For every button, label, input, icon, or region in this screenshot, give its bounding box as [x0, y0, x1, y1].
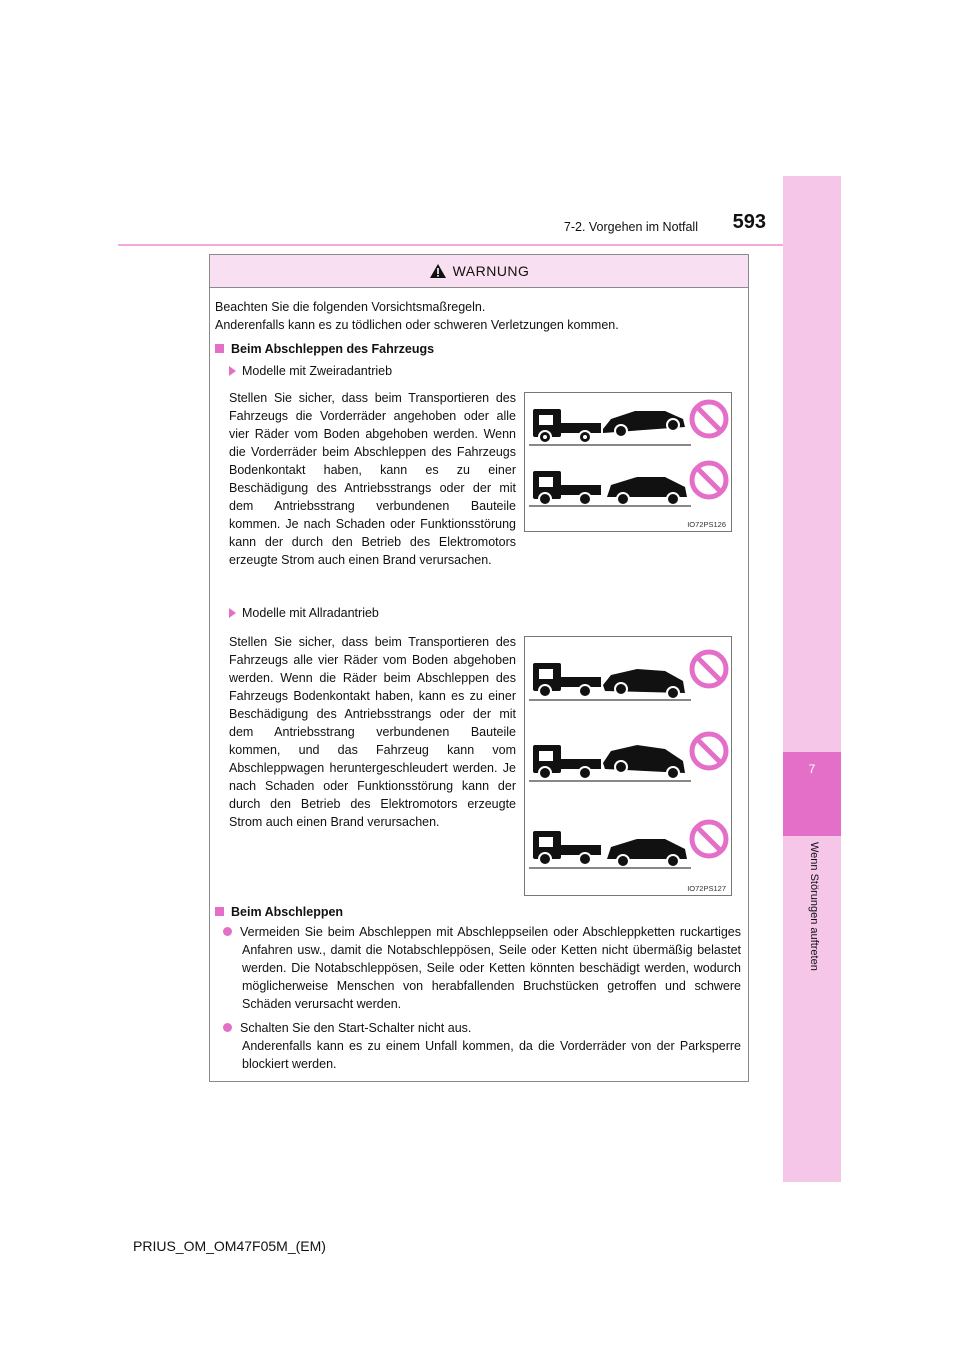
square-bullet-icon: [215, 907, 224, 916]
tow-truck-icon: [533, 831, 601, 865]
prohibited-icon: [692, 652, 726, 686]
tow-truck-icon: [533, 471, 601, 505]
chapter-number: 7: [808, 762, 816, 776]
section-title-towing-vehicle: [215, 340, 434, 358]
bullet1-text: Vermeiden Sie beim Abschleppen mit Abschleppseilen oder Abschleppketten ruckartiges Anfahren usw., damit die Notabschleppösen, Seile oder Ketten nicht übermäßig belastet werden. Die Notabschleppösen, Seile oder Ketten könnten beschädigt werden, wodurch möglicherweise Menschen von herabfallenden Bruchstücken getroffen und schwere Schäden verursacht werden.: [240, 925, 741, 1011]
car-on-ground-icon: [607, 477, 687, 505]
prohibited-icon: [692, 463, 726, 497]
section2-title-text: Beim Abschleppen: [231, 905, 344, 919]
round-bullet-icon: [223, 1023, 232, 1032]
figure-2wd-illustration: [525, 393, 731, 531]
prohibited-icon: [692, 402, 726, 436]
square-bullet-icon: [215, 344, 224, 353]
car-front-lifted-icon: [603, 745, 685, 779]
warning-triangle-icon: [429, 263, 447, 279]
bullet2-line1: Schalten Sie den Start-Schalter nicht aus.: [240, 1021, 472, 1035]
tow-truck-icon: [533, 409, 601, 443]
figure-4wd-illustration: [525, 637, 731, 895]
bullet2-line2: Anderenfalls kann es zu einem Unfall kommen, da die Vorderräder von der Parksperre blockiert werden.: [242, 1039, 741, 1071]
prohibited-icon: [692, 822, 726, 856]
sub2-label-text: Modelle mit Allradantrieb: [242, 606, 379, 620]
sub-label-2wd: [229, 362, 392, 380]
car-lifted-icon: [603, 411, 685, 437]
triangle-bullet-icon: [229, 608, 236, 618]
sub2-paragraph: Stellen Sie sicher, dass beim Transportieren des Fahrzeugs alle vier Räder vom Boden abgehoben werden. Wenn die Räder beim Abschleppen des Fahrzeugs Bodenkontakt haben, kann es zu einer Beschädigung des Antriebsstrangs oder der mit dem Antriebsstrang verbundenen Bauteile kommen, und das Fahrzeug kann vom Abschleppwagen heruntergeschleudert werden. Je nach Schaden oder Funktionsstörung kann der durch den Betrieb des Elektromotors erzeugte Strom auch einen Brand verursachen.: [229, 635, 516, 829]
intro-line-2: Anderenfalls kann es zu tödlichen oder schweren Verletzungen kommen.: [215, 318, 619, 332]
car-rear-on-ground-icon: [603, 669, 685, 699]
intro-line-1: Beachten Sie die folgenden Vorsichtsmaßregeln.: [215, 300, 486, 314]
warning-label: WARNUNG: [452, 263, 530, 279]
section1-title-text: Beim Abschleppen des Fahrzeugs: [231, 342, 435, 356]
document-id: PRIUS_OM_OM47F05M_(EM): [133, 1238, 326, 1254]
sub-label-4wd: [229, 604, 379, 622]
section-title: 7-2. Vorgehen im Notfall: [563, 220, 698, 234]
bullet-item: [223, 1019, 741, 1073]
header-divider: [118, 244, 783, 246]
figure-code: IO72PS126: [687, 520, 726, 529]
sub1-paragraph: Stellen Sie sicher, dass beim Transportieren des Fahrzeugs die Vorderräder angehoben oder alle vier Räder vom Boden abgehoben werden. Wenn die Vorderräder beim Abschleppen des Fahrzeugs Bodenkontakt haben, kann es zu einer Beschädigung des Antriebsstrangs oder der mit dem Antriebsstrang verbundenen Bauteile kommen. Je nach Schaden oder Funktionsstörung kann der durch den Betrieb des Elektromotors erzeugte Strom auch einen Brand verursachen.: [229, 391, 516, 567]
triangle-bullet-icon: [229, 366, 236, 376]
chapter-title: Wenn Störungen auftreten: [808, 842, 820, 971]
warning-header: [210, 255, 748, 288]
figure-2wd-towing: [524, 392, 732, 532]
figure-code: IO72PS127: [687, 884, 726, 893]
car-on-ground-icon: [607, 839, 687, 867]
tow-truck-icon: [533, 745, 601, 779]
page-number: 593: [732, 211, 766, 233]
warning-intro: [215, 298, 735, 334]
prohibited-icon: [692, 734, 726, 768]
round-bullet-icon: [223, 927, 232, 936]
chapter-side-band: [783, 176, 841, 1182]
figure-4wd-towing: [524, 636, 732, 896]
section-title-towing: [215, 903, 343, 921]
tow-truck-icon: [533, 663, 601, 697]
sub1-label-text: Modelle mit Zweiradantrieb: [242, 364, 393, 378]
bullet-item: [223, 923, 741, 1013]
